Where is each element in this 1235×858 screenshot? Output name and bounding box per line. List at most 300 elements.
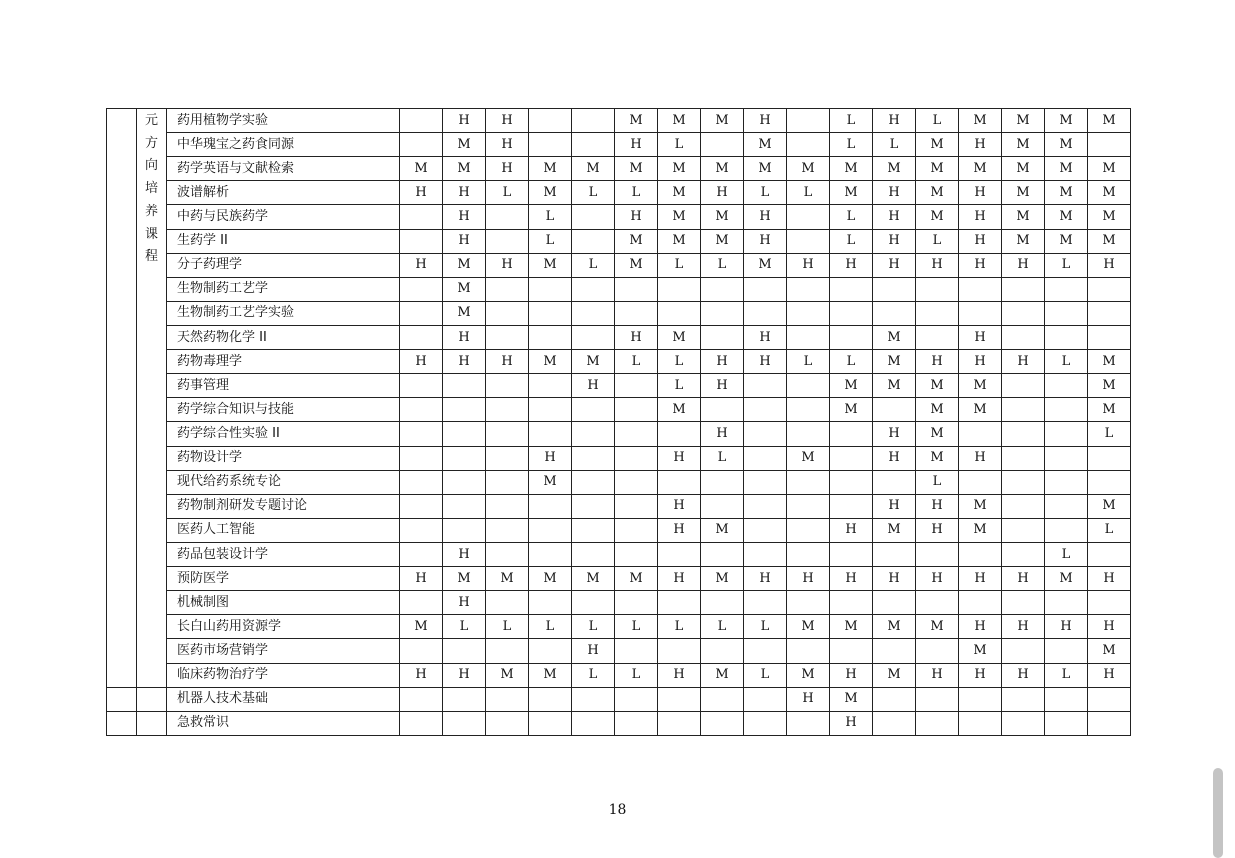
rating-cell: M (1045, 157, 1088, 181)
rating-cell (1045, 494, 1088, 518)
rating-cell: H (486, 133, 529, 157)
rating-cell: M (916, 446, 959, 470)
rating-cell (1002, 446, 1045, 470)
rating-cell: L (1045, 253, 1088, 277)
rating-cell: M (1088, 157, 1131, 181)
course-name-cell: 预防医学 (167, 567, 400, 591)
rating-cell (615, 470, 658, 494)
rating-cell: M (959, 639, 1002, 663)
rating-cell (486, 205, 529, 229)
rating-cell: L (486, 615, 529, 639)
rating-cell: M (529, 253, 572, 277)
rating-cell: M (1088, 205, 1131, 229)
rating-cell (658, 422, 701, 446)
rating-cell (486, 229, 529, 253)
rating-cell: M (873, 615, 916, 639)
rating-cell: M (486, 567, 529, 591)
rating-cell: H (658, 518, 701, 542)
rating-cell: M (1002, 109, 1045, 133)
rating-cell (572, 133, 615, 157)
rating-cell: H (873, 229, 916, 253)
rating-cell (701, 398, 744, 422)
rating-cell: H (873, 422, 916, 446)
rating-cell (959, 277, 1002, 301)
rating-cell (572, 518, 615, 542)
rating-cell (830, 639, 873, 663)
table-row (107, 542, 1131, 566)
rating-cell: M (959, 494, 1002, 518)
rating-cell: M (1045, 567, 1088, 591)
rating-cell: H (830, 663, 873, 687)
rating-cell (615, 591, 658, 615)
rating-cell (443, 398, 486, 422)
rating-cell (1002, 542, 1045, 566)
rating-cell: L (572, 663, 615, 687)
rating-cell: M (529, 181, 572, 205)
outer-empty-cell (107, 711, 137, 735)
rating-cell: H (443, 591, 486, 615)
rating-cell: M (830, 615, 873, 639)
rating-cell (486, 374, 529, 398)
rating-cell (744, 398, 787, 422)
rating-cell: L (658, 615, 701, 639)
rating-cell: M (873, 663, 916, 687)
rating-cell: M (1002, 205, 1045, 229)
rating-cell: H (486, 109, 529, 133)
rating-cell (830, 422, 873, 446)
rating-cell: M (959, 374, 1002, 398)
rating-cell: M (1002, 133, 1045, 157)
table-row (107, 229, 1131, 253)
rating-cell: L (529, 615, 572, 639)
rating-cell (1088, 301, 1131, 325)
rating-cell: H (1002, 663, 1045, 687)
table-row (107, 398, 1131, 422)
rating-cell: L (615, 615, 658, 639)
rating-cell: M (787, 157, 830, 181)
rating-cell: L (787, 350, 830, 374)
rating-cell (615, 639, 658, 663)
rating-cell (572, 229, 615, 253)
rating-cell (400, 205, 443, 229)
rating-cell (486, 591, 529, 615)
table-row (107, 494, 1131, 518)
rating-cell (787, 133, 830, 157)
rating-cell (1002, 591, 1045, 615)
rating-cell: M (529, 350, 572, 374)
course-name-cell: 药学综合性实验 II (167, 422, 400, 446)
rating-cell (787, 205, 830, 229)
rating-cell: M (959, 157, 1002, 181)
rating-cell: H (615, 325, 658, 349)
rating-cell: M (959, 518, 1002, 542)
rating-cell (529, 542, 572, 566)
rating-cell: H (701, 350, 744, 374)
rating-cell (1045, 591, 1088, 615)
rating-cell (959, 422, 1002, 446)
rating-cell: H (443, 229, 486, 253)
rating-cell (1002, 470, 1045, 494)
rating-cell: H (443, 109, 486, 133)
course-name-cell: 药事管理 (167, 374, 400, 398)
rating-cell: L (701, 446, 744, 470)
rating-cell (529, 374, 572, 398)
rating-cell: M (1002, 181, 1045, 205)
rating-cell (572, 711, 615, 735)
rating-cell (615, 374, 658, 398)
rating-cell (443, 639, 486, 663)
rating-cell: H (529, 446, 572, 470)
rating-cell (658, 301, 701, 325)
rating-cell: L (572, 181, 615, 205)
rating-cell: H (658, 494, 701, 518)
rating-cell (830, 277, 873, 301)
rating-cell (400, 470, 443, 494)
rating-cell (400, 229, 443, 253)
rating-cell (744, 470, 787, 494)
rating-cell (959, 687, 1002, 711)
rating-cell: L (701, 615, 744, 639)
rating-cell (787, 542, 830, 566)
rating-cell (959, 470, 1002, 494)
rating-cell: M (916, 615, 959, 639)
rating-cell (400, 374, 443, 398)
rating-cell (1045, 470, 1088, 494)
rating-cell: M (572, 350, 615, 374)
rating-cell (701, 494, 744, 518)
rating-cell (1002, 277, 1045, 301)
rating-cell (787, 398, 830, 422)
rating-cell (486, 470, 529, 494)
rating-cell (486, 277, 529, 301)
rating-cell (615, 422, 658, 446)
rating-cell: H (744, 205, 787, 229)
rating-cell: H (916, 350, 959, 374)
rating-cell: M (1045, 133, 1088, 157)
rating-cell: H (873, 567, 916, 591)
rating-cell: M (916, 133, 959, 157)
rating-cell (701, 711, 744, 735)
rating-cell (959, 711, 1002, 735)
rating-cell: L (873, 133, 916, 157)
rating-cell (744, 518, 787, 542)
rating-cell: H (916, 253, 959, 277)
rating-cell (529, 518, 572, 542)
rating-cell (572, 494, 615, 518)
rating-cell (873, 591, 916, 615)
category-cell (137, 109, 167, 688)
course-name-cell: 生药学 II (167, 229, 400, 253)
rating-cell (572, 325, 615, 349)
rating-cell: H (1002, 567, 1045, 591)
rating-cell: M (1045, 181, 1088, 205)
rating-cell (615, 277, 658, 301)
rating-cell: H (744, 350, 787, 374)
rating-cell: H (443, 350, 486, 374)
rating-cell: H (959, 325, 1002, 349)
rating-cell (916, 591, 959, 615)
rating-cell (787, 639, 830, 663)
rating-cell (873, 542, 916, 566)
rating-cell (1045, 398, 1088, 422)
rating-cell (529, 301, 572, 325)
rating-cell: L (916, 470, 959, 494)
rating-cell (529, 109, 572, 133)
rating-cell (1088, 711, 1131, 735)
rating-cell: L (572, 253, 615, 277)
rating-cell (701, 133, 744, 157)
rating-cell: H (443, 663, 486, 687)
rating-cell: L (744, 181, 787, 205)
rating-cell (1045, 422, 1088, 446)
rating-cell (916, 301, 959, 325)
rating-cell: M (1045, 205, 1088, 229)
rating-cell (830, 542, 873, 566)
rating-cell (701, 325, 744, 349)
rating-cell (572, 591, 615, 615)
rating-cell: H (1088, 615, 1131, 639)
rating-cell: M (615, 253, 658, 277)
rating-cell (443, 518, 486, 542)
rating-cell: M (1088, 639, 1131, 663)
rating-cell: L (787, 181, 830, 205)
course-name-cell: 药学综合知识与技能 (167, 398, 400, 422)
rating-cell (486, 325, 529, 349)
rating-cell: H (959, 350, 1002, 374)
rating-cell (1045, 277, 1088, 301)
rating-cell: M (959, 109, 1002, 133)
rating-cell (658, 711, 701, 735)
table-row (107, 157, 1131, 181)
rating-cell (787, 591, 830, 615)
rating-cell (615, 711, 658, 735)
rating-cell: M (701, 567, 744, 591)
rating-cell (830, 470, 873, 494)
rating-cell: L (1045, 663, 1088, 687)
table-row (107, 205, 1131, 229)
rating-cell (1045, 687, 1088, 711)
rating-cell (744, 542, 787, 566)
rating-cell (400, 446, 443, 470)
rating-cell (1088, 591, 1131, 615)
rating-cell: H (701, 422, 744, 446)
rating-cell (400, 687, 443, 711)
rating-cell (443, 494, 486, 518)
rating-cell: M (787, 663, 830, 687)
rating-cell (615, 398, 658, 422)
course-name-cell: 药学英语与文献检索 (167, 157, 400, 181)
rating-cell: M (529, 567, 572, 591)
table-row (107, 446, 1131, 470)
rating-cell (744, 277, 787, 301)
rating-cell (658, 277, 701, 301)
rating-cell: M (1088, 181, 1131, 205)
rating-cell: H (486, 253, 529, 277)
rating-cell (744, 494, 787, 518)
rating-cell: H (744, 567, 787, 591)
category-empty-cell (137, 711, 167, 735)
rating-cell: H (486, 157, 529, 181)
rating-cell (1045, 711, 1088, 735)
rating-cell (830, 301, 873, 325)
rating-cell: H (959, 229, 1002, 253)
rating-cell (787, 711, 830, 735)
rating-cell: M (701, 518, 744, 542)
rating-cell: M (615, 567, 658, 591)
rating-cell: M (830, 181, 873, 205)
rating-cell (400, 422, 443, 446)
table-row (107, 567, 1131, 591)
rating-cell: H (658, 446, 701, 470)
rating-cell (1088, 325, 1131, 349)
rating-cell: H (486, 350, 529, 374)
outer-empty-cell (107, 687, 137, 711)
rating-cell (572, 446, 615, 470)
rating-cell (443, 687, 486, 711)
rating-cell: H (916, 567, 959, 591)
rating-cell: H (443, 181, 486, 205)
rating-cell: H (1002, 253, 1045, 277)
rating-cell: M (744, 157, 787, 181)
rating-cell: M (744, 133, 787, 157)
rating-cell: L (615, 350, 658, 374)
rating-cell: M (443, 133, 486, 157)
rating-cell: M (615, 109, 658, 133)
rating-cell (1045, 639, 1088, 663)
rating-cell: H (443, 325, 486, 349)
rating-cell: L (443, 615, 486, 639)
rating-cell: M (701, 229, 744, 253)
rating-cell: M (443, 277, 486, 301)
rating-cell: L (830, 350, 873, 374)
rating-cell: H (443, 542, 486, 566)
rating-cell (1045, 325, 1088, 349)
table-row (107, 591, 1131, 615)
rating-cell (1088, 133, 1131, 157)
rating-cell (486, 494, 529, 518)
rating-cell (572, 422, 615, 446)
rating-cell (787, 374, 830, 398)
rating-cell: H (787, 567, 830, 591)
rating-cell (529, 422, 572, 446)
rating-cell: L (486, 181, 529, 205)
rating-cell: M (572, 567, 615, 591)
rating-cell (1002, 711, 1045, 735)
rating-cell (572, 205, 615, 229)
course-name-cell: 波谱解析 (167, 181, 400, 205)
rating-cell: H (959, 253, 1002, 277)
rating-cell: H (873, 109, 916, 133)
rating-cell: H (916, 494, 959, 518)
rating-cell: L (1088, 422, 1131, 446)
rating-cell (486, 422, 529, 446)
table-row (107, 374, 1131, 398)
rating-cell: H (744, 229, 787, 253)
table-row (107, 133, 1131, 157)
rating-cell (830, 446, 873, 470)
rating-cell (400, 277, 443, 301)
rating-cell (572, 687, 615, 711)
rating-cell (1088, 277, 1131, 301)
rating-cell (658, 470, 701, 494)
rating-cell: H (615, 133, 658, 157)
rating-cell (486, 518, 529, 542)
rating-cell (916, 639, 959, 663)
scrollbar-thumb[interactable] (1213, 768, 1223, 858)
rating-cell (529, 398, 572, 422)
course-matrix-table (106, 108, 1131, 736)
rating-cell: M (1002, 229, 1045, 253)
rating-cell (400, 494, 443, 518)
rating-cell (701, 470, 744, 494)
category-empty-cell (137, 687, 167, 711)
rating-cell: H (400, 663, 443, 687)
rating-cell: L (658, 253, 701, 277)
rating-cell (873, 639, 916, 663)
rating-cell: M (658, 325, 701, 349)
rating-cell (787, 422, 830, 446)
rating-cell (443, 470, 486, 494)
table-row (107, 663, 1131, 687)
course-name-cell: 生物制药工艺学 (167, 277, 400, 301)
table-row (107, 711, 1131, 735)
rating-cell: H (744, 325, 787, 349)
rating-cell (916, 325, 959, 349)
rating-cell (916, 687, 959, 711)
rating-cell: M (787, 446, 830, 470)
rating-cell: H (830, 253, 873, 277)
rating-cell: H (959, 181, 1002, 205)
rating-cell: M (443, 301, 486, 325)
rating-cell (959, 542, 1002, 566)
rating-cell (615, 446, 658, 470)
rating-cell: M (1045, 109, 1088, 133)
rating-cell: H (701, 374, 744, 398)
rating-cell (529, 591, 572, 615)
rating-cell (959, 301, 1002, 325)
rating-cell (873, 398, 916, 422)
rating-cell (1002, 301, 1045, 325)
rating-cell (744, 301, 787, 325)
rating-cell (1002, 639, 1045, 663)
rating-cell (615, 518, 658, 542)
rating-cell (1045, 518, 1088, 542)
rating-cell (873, 711, 916, 735)
rating-cell (400, 639, 443, 663)
rating-cell: H (1045, 615, 1088, 639)
rating-cell (486, 711, 529, 735)
rating-cell (787, 470, 830, 494)
rating-cell: L (615, 181, 658, 205)
rating-cell (486, 398, 529, 422)
rating-cell (529, 133, 572, 157)
rating-cell: H (873, 181, 916, 205)
course-name-cell: 临床药物治疗学 (167, 663, 400, 687)
rating-cell: M (658, 157, 701, 181)
rating-cell (572, 301, 615, 325)
course-name-cell: 急救常识 (167, 711, 400, 735)
rating-cell: H (572, 374, 615, 398)
rating-cell (830, 591, 873, 615)
rating-cell (529, 494, 572, 518)
rating-cell (787, 277, 830, 301)
table-row (107, 518, 1131, 542)
rating-cell (787, 229, 830, 253)
rating-cell: H (658, 567, 701, 591)
rating-cell (1088, 542, 1131, 566)
rating-cell (1088, 446, 1131, 470)
rating-cell (744, 687, 787, 711)
